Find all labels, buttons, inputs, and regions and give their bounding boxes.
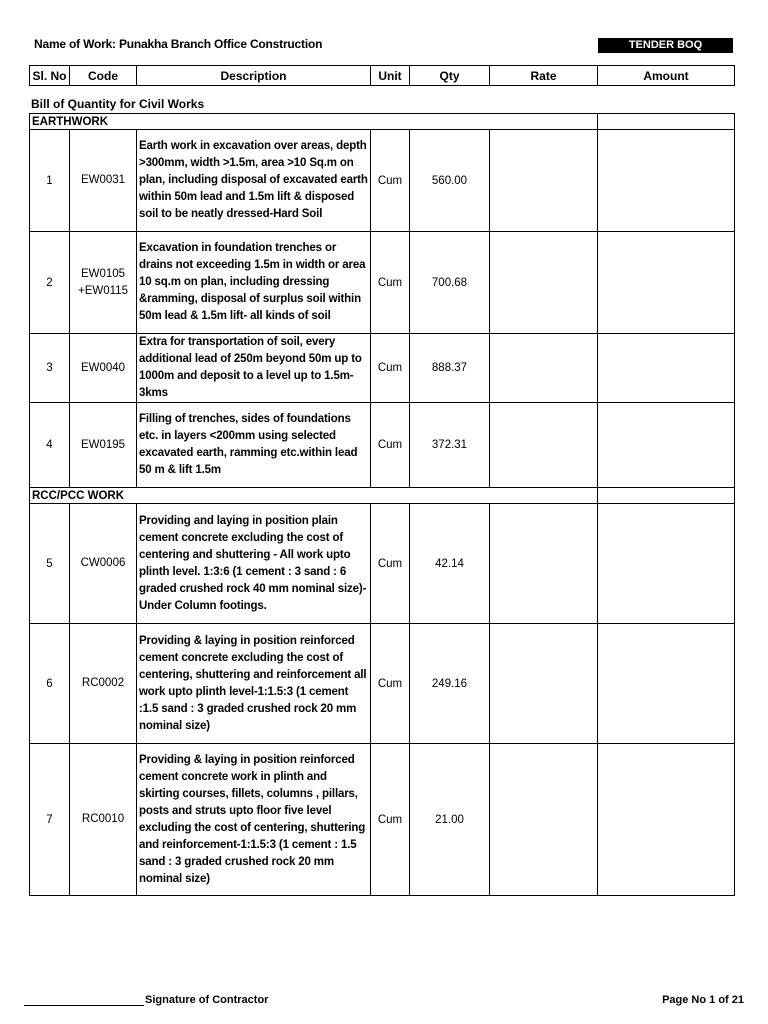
rate-cell[interactable] bbox=[490, 744, 598, 896]
unit-cell: Cum bbox=[371, 232, 410, 334]
group-amount-cell bbox=[598, 114, 735, 130]
qty-cell: 249.16 bbox=[410, 624, 490, 744]
description-cell: Providing & laying in position reinforced cement concrete excluding the cost of centering, shuttering and reinforcement all work upto plinth level-1:1.5:3 (1 cement :1.5 sand : 3 graded crushed rock 20 mm nominal size) bbox=[137, 624, 371, 744]
sl-no-cell: 5 bbox=[30, 504, 70, 624]
qty-cell: 888.37 bbox=[410, 334, 490, 403]
amount-cell[interactable] bbox=[598, 403, 735, 488]
code-cell: EW0031 bbox=[70, 130, 137, 232]
header-qty: Qty bbox=[410, 66, 490, 86]
sl-no-cell: 6 bbox=[30, 624, 70, 744]
group-row bbox=[30, 488, 735, 504]
table-row bbox=[30, 232, 735, 334]
unit-cell: Cum bbox=[371, 403, 410, 488]
table-row bbox=[30, 744, 735, 896]
amount-cell[interactable] bbox=[598, 334, 735, 403]
group-title: RCC/PCC WORK bbox=[30, 488, 598, 504]
table-row bbox=[30, 334, 735, 403]
sl-no-cell: 1 bbox=[30, 130, 70, 232]
header-code: Code bbox=[70, 66, 137, 86]
tender-boq-badge: TENDER BOQ bbox=[598, 38, 733, 53]
section-title: Bill of Quantity for Civil Works bbox=[31, 97, 205, 111]
rate-cell[interactable] bbox=[490, 624, 598, 744]
sl-no-cell: 4 bbox=[30, 403, 70, 488]
signature-label: Signature of Contractor bbox=[145, 994, 269, 1006]
column-header-table bbox=[29, 65, 735, 86]
sl-no-cell: 2 bbox=[30, 232, 70, 334]
page-number: Page No 1 of 21 bbox=[662, 994, 744, 1006]
sl-no-cell: 3 bbox=[30, 334, 70, 403]
code-cell: CW0006 bbox=[70, 504, 137, 624]
code-cell: EW0105 +EW0115 bbox=[70, 232, 137, 334]
rate-cell[interactable] bbox=[490, 334, 598, 403]
group-title: EARTHWORK bbox=[30, 114, 598, 130]
header-sl-no: Sl. No bbox=[30, 66, 70, 86]
description-cell: Providing and laying in position plain cement concrete excluding the cost of centering and shuttering - All work upto plinth level. 1:3:6 (1 cement : 3 sand : 6 graded crushed rock 40 mm nominal size)-Under Column footings. bbox=[137, 504, 371, 624]
amount-cell[interactable] bbox=[598, 232, 735, 334]
unit-cell: Cum bbox=[371, 624, 410, 744]
group-row bbox=[30, 114, 735, 130]
unit-cell: Cum bbox=[371, 334, 410, 403]
unit-cell: Cum bbox=[371, 744, 410, 896]
work-name: Name of Work: Punakha Branch Office Construction bbox=[34, 37, 323, 51]
header-amount: Amount bbox=[598, 66, 735, 86]
amount-cell[interactable] bbox=[598, 624, 735, 744]
description-cell: Filling of trenches, sides of foundations etc. in layers <200mm using selected excavated earth, ramming etc.within lead 50 m & lift 1.5m bbox=[137, 403, 371, 488]
code-cell: EW0040 bbox=[70, 334, 137, 403]
table-row bbox=[30, 403, 735, 488]
unit-cell: Cum bbox=[371, 130, 410, 232]
table-row bbox=[30, 624, 735, 744]
table-row bbox=[30, 130, 735, 232]
boq-table bbox=[29, 113, 735, 896]
table-row bbox=[30, 504, 735, 624]
group-amount-cell bbox=[598, 488, 735, 504]
unit-cell: Cum bbox=[371, 504, 410, 624]
signature-line bbox=[24, 1005, 144, 1006]
code-cell: RC0010 bbox=[70, 744, 137, 896]
description-cell: Earth work in excavation over areas, depth >300mm, width >1.5m, area >10 Sq.m on plan, including disposal of excavated earth within 50m lead and 1.5m lift & disposed soil to be neatly dressed-Hard Soil bbox=[137, 130, 371, 232]
qty-cell: 21.00 bbox=[410, 744, 490, 896]
qty-cell: 560.00 bbox=[410, 130, 490, 232]
qty-cell: 700.68 bbox=[410, 232, 490, 334]
qty-cell: 42.14 bbox=[410, 504, 490, 624]
header-rate: Rate bbox=[490, 66, 598, 86]
rate-cell[interactable] bbox=[490, 130, 598, 232]
qty-cell: 372.31 bbox=[410, 403, 490, 488]
header-unit: Unit bbox=[371, 66, 410, 86]
amount-cell[interactable] bbox=[598, 744, 735, 896]
header-description: Description bbox=[137, 66, 371, 86]
description-cell: Providing & laying in position reinforced cement concrete work in plinth and skirting courses, fillets, columns , pillars, posts and struts upto floor five level excluding the cost of centering, shuttering and reinforcement-1:1.5:3 (1 cement : 1.5 sand : 3 graded crushed rock 20 mm nominal size) bbox=[137, 744, 371, 896]
description-cell: Extra for transportation of soil, every additional lead of 250m beyond 50m up to 1000m and deposit to a level up to 1.5m-3kms bbox=[137, 334, 371, 403]
code-cell: EW0195 bbox=[70, 403, 137, 488]
sl-no-cell: 7 bbox=[30, 744, 70, 896]
rate-cell[interactable] bbox=[490, 504, 598, 624]
rate-cell[interactable] bbox=[490, 232, 598, 334]
rate-cell[interactable] bbox=[490, 403, 598, 488]
description-cell: Excavation in foundation trenches or drains not exceeding 1.5m in width or area 10 sq.m on plan, including dressing &ramming, disposal of surplus soil within 50m lead & 1.5m lift- all kinds of soil bbox=[137, 232, 371, 334]
amount-cell[interactable] bbox=[598, 504, 735, 624]
code-cell: RC0002 bbox=[70, 624, 137, 744]
amount-cell[interactable] bbox=[598, 130, 735, 232]
